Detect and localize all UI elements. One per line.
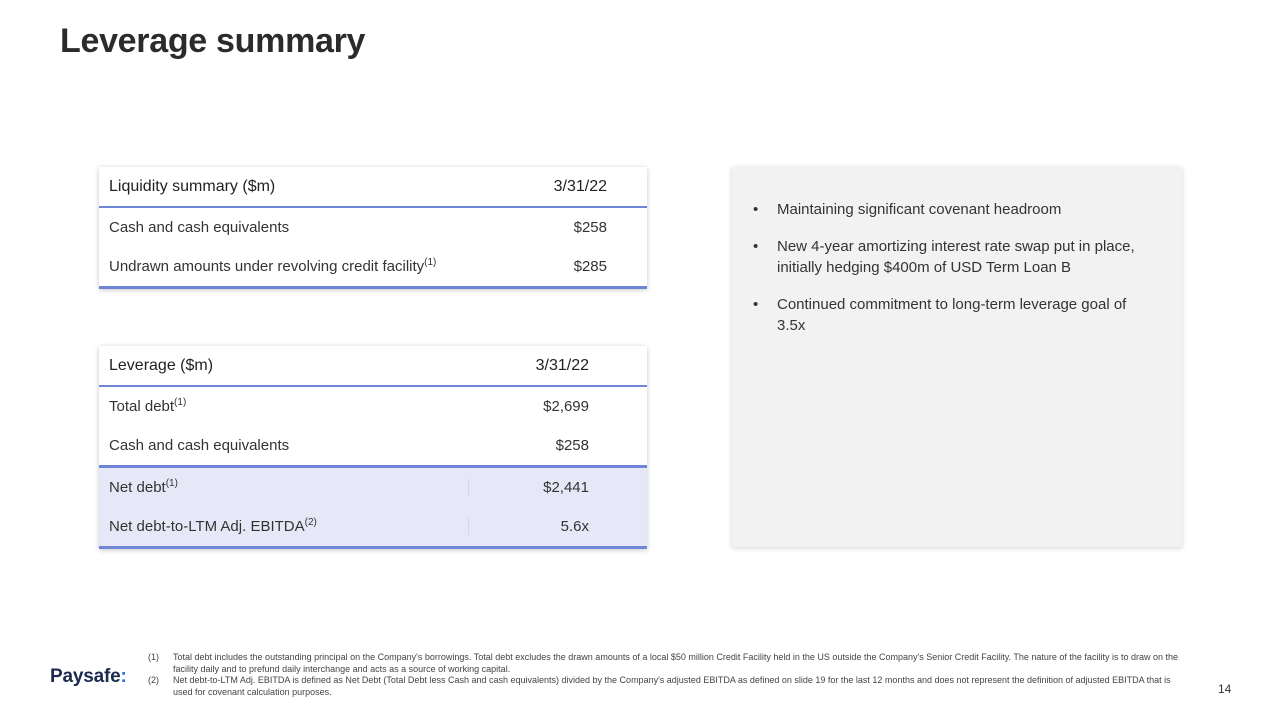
table-row-highlighted <box>99 507 647 546</box>
liquidity-summary-table <box>99 167 647 289</box>
footnote-ref: (1) <box>424 257 437 268</box>
footnote-number: (1) <box>148 652 159 662</box>
footnote-ref: (1) <box>174 397 187 408</box>
leverage-table <box>99 346 647 549</box>
footnotes <box>148 652 1188 698</box>
row-value: $2,441 <box>468 479 647 496</box>
table-row <box>99 426 647 465</box>
header-label: Liquidity summary ($m) <box>109 177 276 195</box>
highlight-item: • New 4-year amortizing interest rate swap put in place, initially hedging $400m of USD Term Loan B <box>777 236 1152 278</box>
page-title: Leverage summary <box>60 22 366 60</box>
table-row <box>99 387 647 426</box>
row-value: $2,699 <box>543 398 589 415</box>
paysafe-logo: Paysafe: <box>50 666 127 687</box>
highlights-list <box>732 167 1182 336</box>
footnote-text: Net debt-to-LTM Adj. EBITDA is defined as Net Debt (Total Debt less Cash and cash equivalents) divided by the Company's adjusted EBITDA as defined on slide 19 for the last 12 months and does not represent the definition of adjusted EBITDA that is used for covenant calculation purposes. <box>173 675 1171 697</box>
footnote <box>148 675 1188 698</box>
row-label: Cash and cash equivalents <box>109 437 290 454</box>
table-header <box>99 167 647 208</box>
table-header <box>99 346 647 387</box>
highlight-item: • Maintaining significant covenant headroom <box>777 199 1152 220</box>
table-row-highlighted <box>99 465 647 507</box>
footnote-text: Total debt includes the outstanding principal on the Company's borrowings. Total debt excludes the drawn amounts of a local $50 million Credit Facility held in the US outside the Company's Senior Credit Facility. The nature of the facility is to draw on the facility daily and to prefund daily interchange and acts as a source of working capital. <box>173 652 1178 674</box>
header-date: 3/31/22 <box>535 356 589 374</box>
row-value: 5.6x <box>468 518 647 535</box>
row-value: $258 <box>573 219 607 236</box>
row-label: Total debt$^{(1)}$ <box>109 397 187 415</box>
footnote-ref: (2) <box>304 517 317 528</box>
table-row <box>99 247 647 286</box>
header-label: Leverage ($m) <box>109 356 214 374</box>
highlight-item: • Continued commitment to long-term leverage goal of 3.5x <box>777 294 1152 336</box>
row-value: $258 <box>555 437 589 454</box>
row-label: Cash and cash equivalents <box>109 219 290 236</box>
header-date: 3/31/22 <box>553 177 607 195</box>
page-number: 14 <box>1218 682 1232 696</box>
footnote-number: (2) <box>148 675 159 685</box>
highlights-panel <box>732 167 1182 547</box>
row-label: Net debt-to-LTM Adj. EBITDA$^{(2)}$ <box>109 517 317 535</box>
row-label: Net debt$^{(1)}$ <box>109 478 178 496</box>
row-label: Undrawn amounts under revolving credit facility$^{(1)}$ <box>109 257 437 275</box>
table-row <box>99 208 647 247</box>
footnote-ref: (1) <box>165 478 178 489</box>
footnote <box>148 652 1188 675</box>
row-value: $285 <box>573 258 607 275</box>
